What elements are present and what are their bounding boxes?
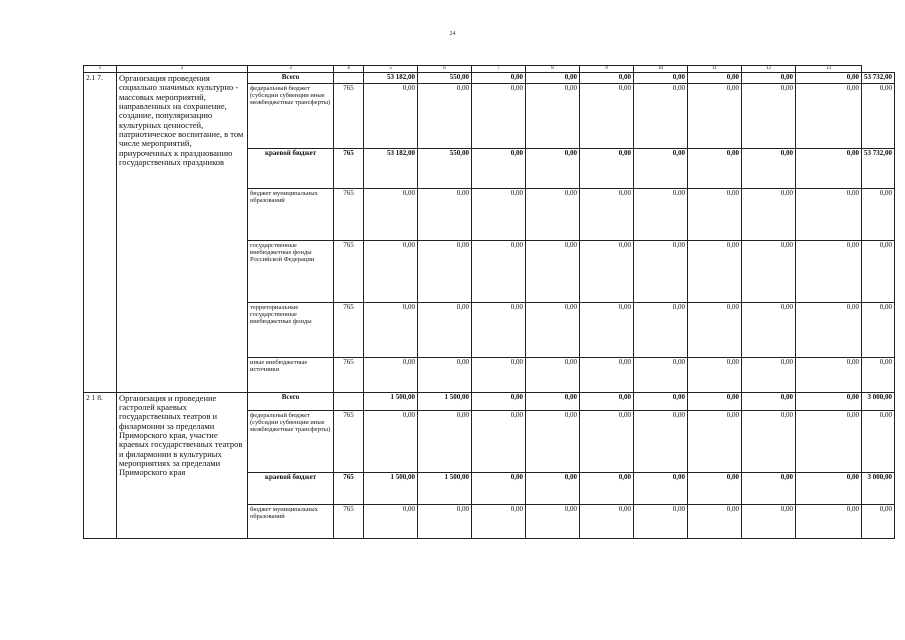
amount-cell: 0,00 — [526, 357, 580, 392]
amount-cell: 0,00 — [418, 188, 472, 240]
amount-cell: 0,00 — [580, 83, 634, 148]
amount-cell: 0,00 — [472, 83, 526, 148]
funding-source: краевой бюджет — [248, 472, 334, 504]
amount-cell: 0,00 — [580, 148, 634, 188]
amount-cell: 0,00 — [742, 410, 796, 472]
amount-cell: 53 732,00 — [862, 148, 895, 188]
amount-cell: 550,00 — [418, 148, 472, 188]
amount-cell: 0,00 — [634, 392, 688, 410]
amount-cell: 0,00 — [634, 472, 688, 504]
amount-cell: 0,00 — [364, 240, 418, 302]
funding-source: федеральный бюджет (субсидии субвенции иные межбюджетные трансферты) — [248, 83, 334, 148]
amount-cell: 0,00 — [418, 240, 472, 302]
amount-cell: 0,00 — [688, 357, 742, 392]
amount-cell: 0,00 — [472, 357, 526, 392]
budget-code: 765 — [334, 410, 364, 472]
amount-cell: 0,00 — [364, 504, 418, 538]
budget-code: 765 — [334, 188, 364, 240]
amount-cell: 0,00 — [742, 392, 796, 410]
amount-cell: 1 500,00 — [364, 472, 418, 504]
amount-cell: 0,00 — [688, 472, 742, 504]
funding-source: территориальные государственные внебюджетные фонды — [248, 302, 334, 357]
amount-cell: 0,00 — [862, 410, 895, 472]
amount-cell: 0,00 — [796, 188, 862, 240]
amount-cell: 3 000,00 — [862, 392, 895, 410]
funding-source: бюджет муниципальных образований — [248, 188, 334, 240]
amount-cell: 0,00 — [796, 148, 862, 188]
amount-cell: 0,00 — [796, 302, 862, 357]
amount-cell: 0,00 — [796, 73, 862, 84]
amount-cell: 53 182,00 — [364, 73, 418, 84]
column-number: 6 — [418, 66, 472, 73]
amount-cell: 0,00 — [742, 472, 796, 504]
amount-cell: 0,00 — [742, 148, 796, 188]
column-number: 9 — [580, 66, 634, 73]
budget-code: 765 — [334, 302, 364, 357]
amount-cell: 0,00 — [580, 472, 634, 504]
amount-cell: 0,00 — [580, 410, 634, 472]
amount-cell: 0,00 — [796, 83, 862, 148]
amount-cell: 0,00 — [634, 188, 688, 240]
amount-cell: 0,00 — [688, 504, 742, 538]
column-number: 8 — [526, 66, 580, 73]
column-number: 12 — [742, 66, 796, 73]
amount-cell: 0,00 — [862, 83, 895, 148]
amount-cell: 0,00 — [862, 357, 895, 392]
amount-cell: 0,00 — [688, 392, 742, 410]
budget-code: 765 — [334, 148, 364, 188]
budget-code: 765 — [334, 357, 364, 392]
funding-source: Всего — [248, 73, 334, 84]
column-number: 11 — [688, 66, 742, 73]
amount-cell: 0,00 — [580, 302, 634, 357]
amount-cell: 0,00 — [742, 73, 796, 84]
amount-cell: 0,00 — [364, 188, 418, 240]
funding-source: Всего — [248, 392, 334, 410]
amount-cell: 0,00 — [580, 392, 634, 410]
amount-cell: 0,00 — [580, 504, 634, 538]
amount-cell: 0,00 — [526, 188, 580, 240]
table-row — [84, 73, 895, 84]
amount-cell: 1 500,00 — [418, 472, 472, 504]
amount-cell: 0,00 — [862, 188, 895, 240]
amount-cell: 0,00 — [742, 240, 796, 302]
amount-cell: 0,00 — [634, 504, 688, 538]
amount-cell: 0,00 — [526, 240, 580, 302]
column-number: 1 — [84, 66, 117, 73]
amount-cell: 0,00 — [862, 302, 895, 357]
amount-cell: 0,00 — [472, 504, 526, 538]
funding-source: бюджет муниципальных образований — [248, 504, 334, 538]
table-row — [84, 392, 895, 410]
column-number: 10 — [634, 66, 688, 73]
amount-cell: 0,00 — [634, 83, 688, 148]
amount-cell: 0,00 — [526, 83, 580, 148]
amount-cell: 0,00 — [580, 240, 634, 302]
amount-cell: 0,00 — [526, 73, 580, 84]
amount-cell: 0,00 — [472, 392, 526, 410]
amount-cell: 0,00 — [364, 410, 418, 472]
budget-code: 765 — [334, 504, 364, 538]
amount-cell: 3 000,00 — [862, 472, 895, 504]
amount-cell: 0,00 — [688, 410, 742, 472]
budget-table — [83, 65, 895, 539]
item-name: Организация и проведение гастролей краевых государственных театров и филармонии за пределами Приморского края, участие краевых государственных театров и филармонии в культурных мероприятиях за пределами Приморского края — [117, 392, 248, 538]
amount-cell: 0,00 — [472, 410, 526, 472]
amount-cell: 0,00 — [472, 148, 526, 188]
amount-cell: 0,00 — [688, 188, 742, 240]
amount-cell: 0,00 — [580, 188, 634, 240]
column-number: 2 — [117, 66, 248, 73]
amount-cell: 0,00 — [634, 357, 688, 392]
column-number: 5 — [364, 66, 418, 73]
funding-source: федеральный бюджет (субсидии субвенции иные межбюджетные трансферты) — [248, 410, 334, 472]
amount-cell: 0,00 — [472, 73, 526, 84]
budget-code — [334, 392, 364, 410]
amount-cell: 0,00 — [634, 240, 688, 302]
funding-source: иные внебюджетные источники — [248, 357, 334, 392]
amount-cell: 0,00 — [580, 73, 634, 84]
amount-cell: 0,00 — [796, 410, 862, 472]
amount-cell: 0,00 — [796, 392, 862, 410]
column-number: 3 — [248, 66, 334, 73]
amount-cell: 0,00 — [418, 302, 472, 357]
budget-code: 765 — [334, 472, 364, 504]
column-number: 13 — [796, 66, 862, 73]
item-number: 2.1 7. — [84, 73, 117, 393]
amount-cell: 0,00 — [634, 73, 688, 84]
column-number: 4 — [334, 66, 364, 73]
amount-cell: 0,00 — [526, 392, 580, 410]
amount-cell: 0,00 — [526, 504, 580, 538]
amount-cell: 53 182,00 — [364, 148, 418, 188]
amount-cell: 0,00 — [418, 504, 472, 538]
amount-cell: 0,00 — [472, 302, 526, 357]
column-number-row — [84, 66, 895, 73]
item-number: 2 1 8. — [84, 392, 117, 538]
amount-cell: 0,00 — [796, 357, 862, 392]
page-number: 24 — [449, 31, 456, 37]
amount-cell: 0,00 — [526, 472, 580, 504]
amount-cell: 1 500,00 — [364, 392, 418, 410]
amount-cell: 0,00 — [796, 472, 862, 504]
amount-cell: 0,00 — [418, 83, 472, 148]
amount-cell: 0,00 — [526, 410, 580, 472]
amount-cell: 0,00 — [688, 148, 742, 188]
budget-code — [334, 73, 364, 84]
column-number: 7 — [472, 66, 526, 73]
amount-cell: 0,00 — [862, 504, 895, 538]
amount-cell: 0,00 — [688, 240, 742, 302]
amount-cell: 550,00 — [418, 73, 472, 84]
amount-cell: 0,00 — [634, 148, 688, 188]
amount-cell: 0,00 — [742, 357, 796, 392]
amount-cell: 0,00 — [364, 302, 418, 357]
amount-cell: 0,00 — [742, 302, 796, 357]
funding-source: государственные внебюджетные фонды Российской Федерации — [248, 240, 334, 302]
amount-cell: 0,00 — [742, 504, 796, 538]
amount-cell: 0,00 — [418, 410, 472, 472]
amount-cell: 0,00 — [862, 240, 895, 302]
amount-cell: 0,00 — [688, 302, 742, 357]
amount-cell: 0,00 — [796, 240, 862, 302]
amount-cell: 0,00 — [364, 83, 418, 148]
amount-cell: 0,00 — [688, 83, 742, 148]
funding-source: краевой бюджет — [248, 148, 334, 188]
amount-cell: 0,00 — [688, 73, 742, 84]
amount-cell: 0,00 — [472, 188, 526, 240]
amount-cell: 0,00 — [634, 302, 688, 357]
amount-cell: 0,00 — [472, 472, 526, 504]
amount-cell: 53 732,00 — [862, 73, 895, 84]
item-name: Организация проведения социально значимых культурно - массовых мероприятий, направленных на сохранение, создание, популяризацию культурных ценностей, патриотическое воспитание, в том числе мероприятий, приуроченных к празднованию государственных праздников — [117, 73, 248, 393]
amount-cell: 0,00 — [634, 410, 688, 472]
amount-cell: 0,00 — [580, 357, 634, 392]
amount-cell: 0,00 — [526, 148, 580, 188]
amount-cell: 0,00 — [796, 504, 862, 538]
amount-cell: 1 500,00 — [418, 392, 472, 410]
amount-cell: 0,00 — [742, 83, 796, 148]
amount-cell: 0,00 — [742, 188, 796, 240]
budget-code: 765 — [334, 83, 364, 148]
amount-cell: 0,00 — [526, 302, 580, 357]
amount-cell: 0,00 — [418, 357, 472, 392]
amount-cell: 0,00 — [472, 240, 526, 302]
amount-cell: 0,00 — [364, 357, 418, 392]
budget-code: 765 — [334, 240, 364, 302]
